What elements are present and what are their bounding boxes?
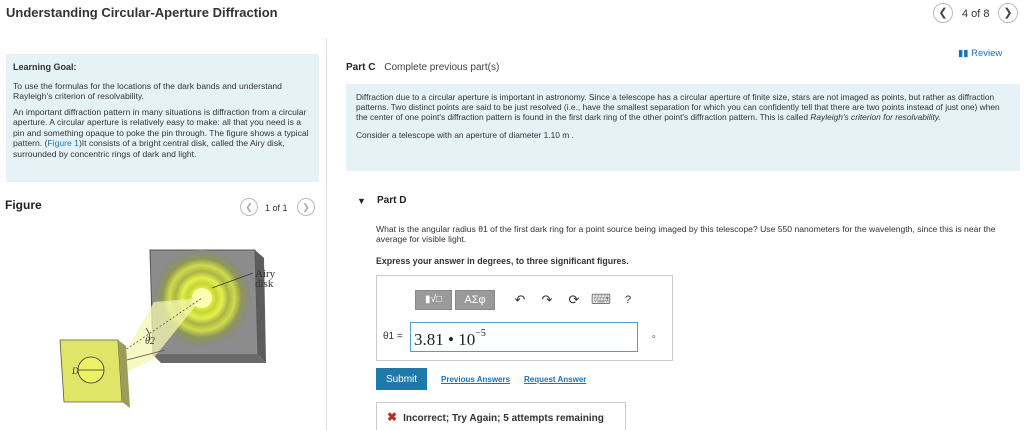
- request-answer-link[interactable]: Request Answer: [524, 375, 587, 384]
- chevron-right-icon: ❯: [1003, 7, 1013, 19]
- theta2-label: θ2: [145, 336, 155, 347]
- answer-label: θ1 =: [383, 331, 403, 342]
- page-title: Understanding Circular-Aperture Diffraction: [6, 5, 278, 20]
- part-c-status: Complete previous part(s): [384, 62, 500, 73]
- review-link[interactable]: ▮▮ Review: [958, 48, 1003, 59]
- figure-heading: Figure: [5, 198, 42, 212]
- part-d-title: Part D: [377, 195, 407, 206]
- undo-icon[interactable]: ↶: [514, 291, 526, 307]
- template-button[interactable]: ▮√□: [415, 290, 452, 310]
- review-icon: ▮▮: [958, 48, 969, 59]
- figure-prev-button[interactable]: [240, 198, 258, 216]
- part-d-instruction: Express your answer in degrees, to three significant figures.: [376, 256, 629, 266]
- next-item-button[interactable]: [998, 3, 1018, 23]
- learning-goal-panel: [6, 54, 319, 182]
- math-toolbar: [415, 287, 639, 312]
- screen-bottom: [153, 355, 266, 363]
- submit-button[interactable]: Submit: [376, 368, 427, 390]
- reset-icon[interactable]: ⟳: [568, 291, 580, 307]
- learning-goal-heading: Learning Goal:: [13, 62, 77, 72]
- figure-pager: 1 of 1: [265, 203, 288, 213]
- part-c-title: Part C: [346, 62, 376, 73]
- learning-goal-description: An important diffraction pattern in many situations is diffraction from a circular aperture. A circular aperture is relatively easy to make: all that you need is a pin and something opaque to poke the pin through. The figure shows a typical pattern. (Figure 1)It consists of a bright central disk, called the Airy disk, surrounded by concentric rings of dark and light.: [13, 106, 309, 159]
- previous-answers-link[interactable]: Previous Answers: [441, 375, 511, 384]
- figure-link[interactable]: Figure 1: [47, 138, 79, 148]
- column-divider: [326, 38, 327, 430]
- part-c-telescope-text: Consider a telescope with an aperture of diameter 1.10 m .: [356, 129, 574, 140]
- airy-disk-figure: [50, 230, 300, 430]
- chevron-right-icon: ❯: [302, 202, 310, 212]
- item-pager: 4 of 8: [962, 8, 990, 20]
- part-c-text-panel: [346, 84, 1020, 171]
- part-c-text: Diffraction due to a circular aperture is important in astronomy. Since a telescope has a circular aperture of finite size, stars are not imaged as points, but rather as diffraction patterns. Two distinct points are said to be just resolved (i.e., have the smallest separation for which you can confidently tell that there are two points instead of just one) when the center of one point's diffraction pattern is found in the first dark ring of the other point's diffraction pattern. This is called Rayleigh's criterion for resolvability.: [356, 92, 1000, 123]
- part-d-question: What is the angular radius θ1 of the first dark ring for a point source being imaged by this telescope? Use 550 nanometers for the wavelength, since this is near the average for visible light.: [376, 224, 996, 245]
- incorrect-icon: ✖: [387, 410, 398, 424]
- airy-label-2: disk: [255, 278, 274, 290]
- keyboard-icon[interactable]: ⌨: [590, 291, 612, 307]
- feedback-text: Incorrect; Try Again; 5 attempts remaining: [403, 413, 604, 424]
- learning-goal-text: To use the formulas for the locations of the dark bands and understand Rayleigh's criterion of resolvability.: [13, 80, 282, 101]
- d-label: D: [72, 366, 79, 376]
- prev-item-button[interactable]: [933, 3, 953, 23]
- chevron-left-icon: ❮: [938, 7, 948, 19]
- airy-label-1: Airy: [255, 268, 276, 280]
- answer-unit: ∘: [651, 331, 657, 341]
- symbols-button[interactable]: ΑΣφ: [455, 290, 495, 310]
- feedback-box: [376, 402, 626, 430]
- part-c-header[interactable]: [346, 62, 499, 73]
- part-d-collapse-toggle[interactable]: ▼: [357, 196, 366, 206]
- answer-input[interactable]: 3.81 • $10^{-5}$: [410, 322, 638, 352]
- redo-icon[interactable]: ↷: [541, 291, 553, 307]
- figure-next-button[interactable]: [297, 198, 315, 216]
- chevron-left-icon: ❮: [245, 202, 253, 212]
- help-icon[interactable]: ?: [624, 293, 632, 306]
